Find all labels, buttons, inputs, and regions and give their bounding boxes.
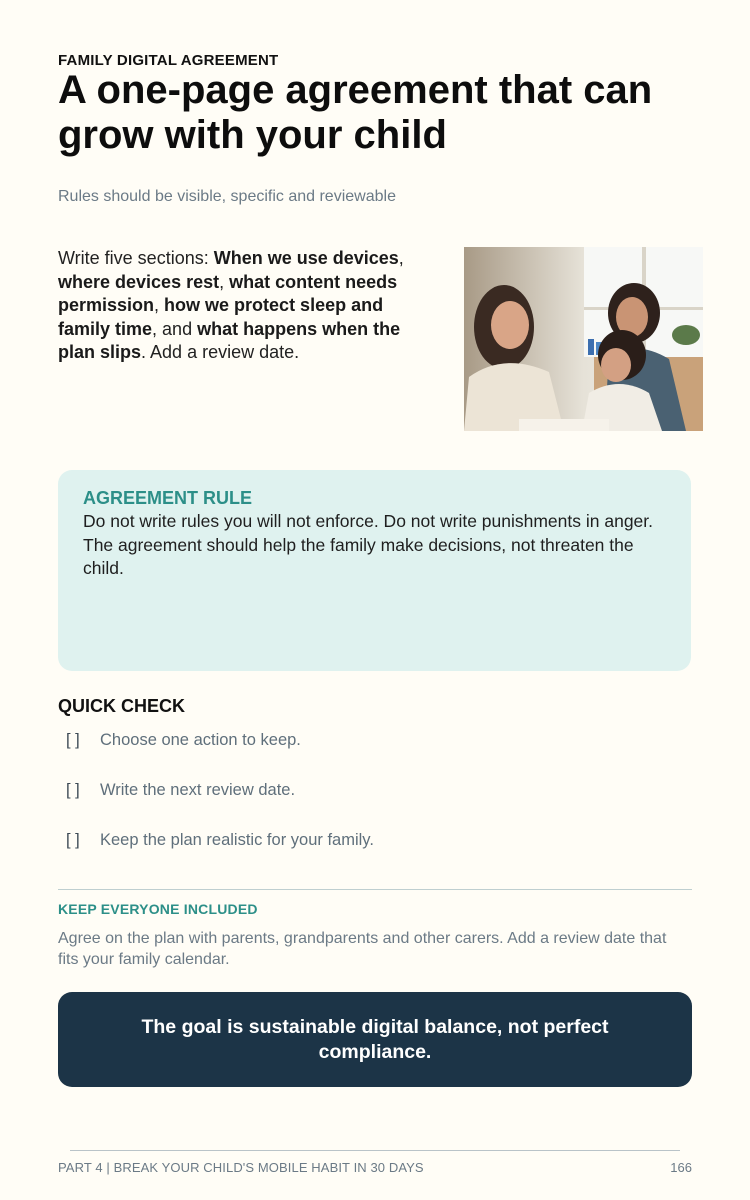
checkbox-icon[interactable]: [ ]	[66, 831, 80, 849]
checkbox-icon[interactable]: [ ]	[66, 731, 80, 749]
callout-title: AGREEMENT RULE	[83, 488, 253, 508]
footer-divider	[70, 1150, 680, 1151]
intro-text: ,	[219, 271, 230, 292]
quick-check-list	[66, 731, 686, 881]
intro-bold-section: what content needs permission	[58, 271, 398, 315]
intro-bold-section: what happens when the plan slips	[58, 318, 401, 362]
page-title: A one-page agreement that can grow with your child	[58, 68, 653, 157]
checklist-item-text: Choose one action to keep.	[100, 731, 301, 749]
checklist-item[interactable]	[66, 781, 686, 831]
callout-body: Do not write rules you will not enforce. Do not write punishments in anger. The agreement should help the family make decisions, not threaten the child.	[83, 511, 654, 578]
goal-banner	[58, 992, 692, 1087]
keep-included-body: Agree on the plan with parents, grandparents and other carers. Add a review date that fits your family calendar.	[58, 930, 667, 968]
intro-bold-section: how we protect sleep and family time	[58, 295, 384, 339]
intro-text: ,	[398, 248, 404, 268]
footer-running-title: PART 4 | BREAK YOUR CHILD'S MOBILE HABIT IN 30 DAYS	[58, 1160, 424, 1175]
page-subtitle: Rules should be visible, specific and reviewable	[58, 188, 396, 205]
quick-check-title: QUICK CHECK	[58, 696, 186, 716]
eyebrow-label: FAMILY DIGITAL AGREEMENT	[58, 52, 279, 69]
checklist-item[interactable]	[66, 731, 686, 781]
checklist-item-text: Keep the plan realistic for your family.	[100, 831, 374, 849]
intro-text: . Add a review date.	[141, 342, 300, 362]
section-divider	[58, 889, 692, 890]
checklist-item-text: Write the next review date.	[100, 781, 296, 799]
intro-bold-section: where devices rest	[58, 271, 220, 292]
keep-included-title: KEEP EVERYONE INCLUDED	[58, 901, 258, 917]
intro-bold-section: When we use devices	[213, 248, 399, 268]
intro-text: Write five sections:	[58, 248, 214, 268]
intro-text: ,	[154, 295, 165, 315]
checklist-item[interactable]	[66, 831, 686, 881]
checkbox-icon[interactable]: [ ]	[66, 781, 80, 799]
goal-text: The goal is sustainable digital balance, not perfect compliance.	[141, 1015, 609, 1063]
intro-text: , and	[152, 318, 198, 339]
intro-paragraph	[58, 247, 438, 365]
family-photo	[464, 247, 703, 431]
agreement-rule-callout	[58, 470, 691, 671]
page-number: 166	[670, 1160, 692, 1175]
